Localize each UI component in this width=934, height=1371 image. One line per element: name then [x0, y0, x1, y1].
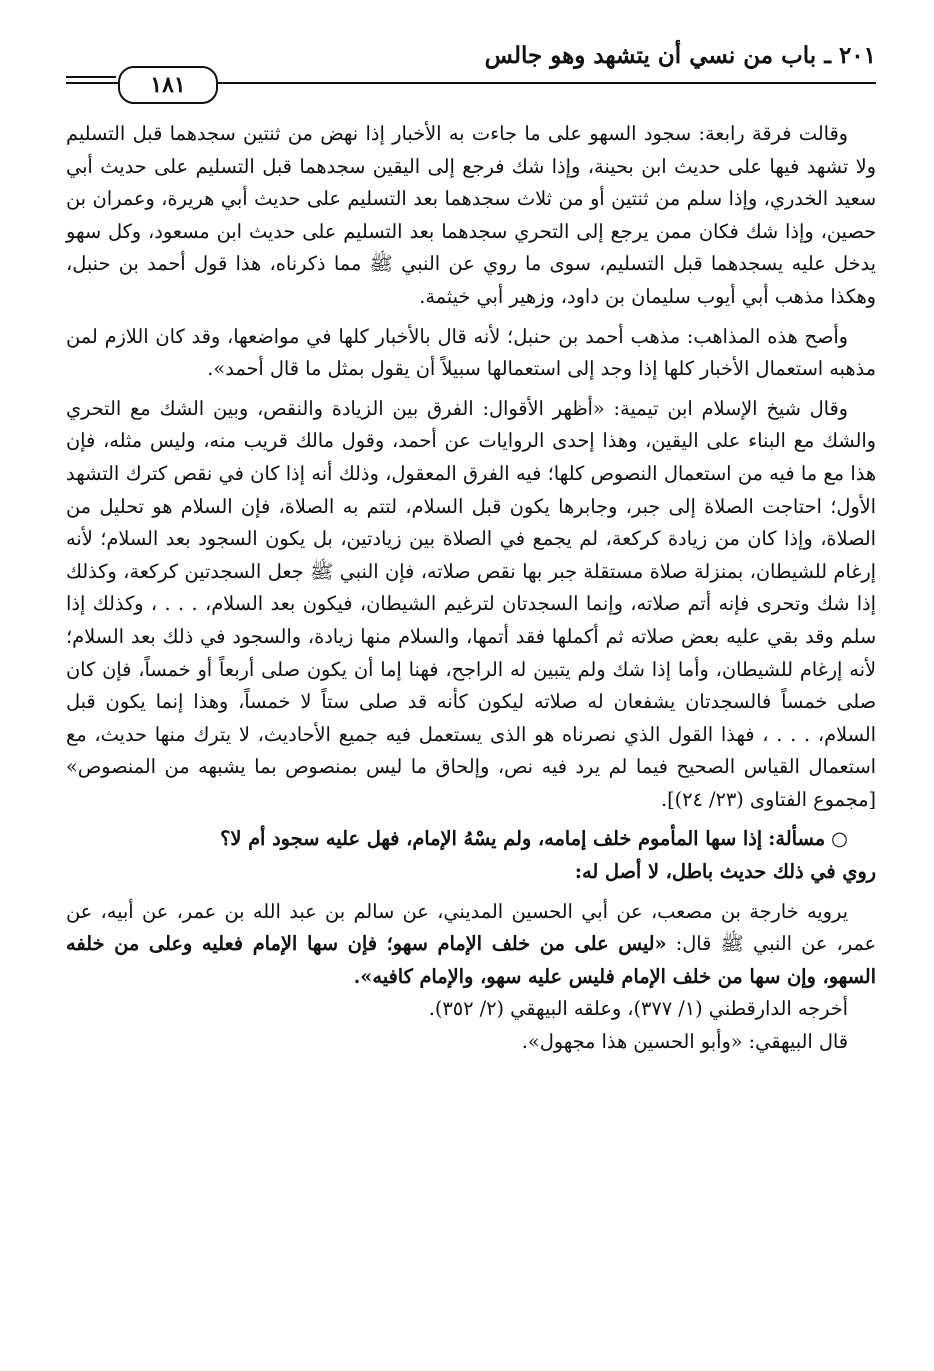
narration-chain: يرويه خارجة بن مصعب، عن أبي الحسين المديني، عن سالم بن عبد الله بن عمر، عن أبيه، عن عمر، عن النبي ﷺ قال:: [66, 899, 876, 956]
page-header: [66, 40, 876, 100]
masala-answer: روي في ذلك حديث باطل، لا أصل له:: [574, 860, 876, 884]
paragraph-narration: [66, 896, 876, 994]
paragraph-takhrij: أخرجه الدارقطني (١/ ٣٧٧)، وعلقه البيهقي (٢/ ٣٥٢).: [428, 997, 848, 1021]
main-text: [66, 118, 876, 1059]
paragraph-ibn-taymiyyah: وقال شيخ الإسلام ابن تيمية: «أظهر الأقوال: الفرق بين الزيادة والنقص، وبين الشك مع التحري والشك مع البناء على اليقين، وهذا إحدى الروايات عن أحمد، وقول مالك قريب منه، وليس مثله، فإن هذا مع ما فيه من استعمال النصوص كلها؛ فيه الفرق المعقول، وذلك أنه إذا كان في نقص كترك التشهد الأول؛ احتاجت الصلاة إلى جبر، وجابرها يكون قبل السلام، لتتم به الصلاة، فإن السلام هو تحليل من الصلاة، وإذا كان من زيادة كركعة، لم يجمع في الصلاة بين زيادتين، بل يكون السجود بعد السلام؛ لأنه إرغام للشيطان، بمنزلة صلاة مستقلة جبر بها نقص صلاته، فإن النبي ﷺ جعل السجدتين كركعة، وكذلك إذا شك وتحرى فإنه أتم صلاته، وإنما السجدتان لترغيم الشيطان، فيكون بعد السلام، . . . ، وكذلك إذا سلم وقد بقي عليه بعض صلاته ثم أكملها فقد أتمها، والسلام منها زيادة، والسجود في ذلك بعد السلام؛ لأنه إرغام للشيطان، وأما إذا شك ولم يتبين له الراجح، فهنا إما أن يكون صلى أربعاً أو خمساً، فإن كان صلى خمساً فالسجدتان يشفعان له صلاته ليكون كأنه قد صلى ستاً لا خمساً، وهذا إنما يكون قبل السلام، . . . ، فهذا القول الذي نصرناه هو الذى يستعمل فيه جميع الأحاديث، لا يترك منها حديث، مع استعمال القياس الصحيح فيما لم يرد فيه نص، وإلحاق ما ليس بمنصوص بما يشبهه من المنصوص» [مجموع الفتاوى (٢٣/ ٢٤)].: [66, 396, 876, 811]
masala-question: [66, 823, 876, 856]
masala-marker: ○: [831, 827, 848, 851]
header-double-dash: [66, 76, 116, 84]
paragraph-bayhaqi: قال البيهقي: «وأبو الحسين هذا مجهول».: [521, 1030, 848, 1054]
masala-text: إذا سها المأموم خلف إمامه، ولم يسْهُ الإمام، فهل عليه سجود أم لا؟: [220, 827, 763, 851]
masala-label: مسألة:: [768, 827, 826, 851]
hadith-text: «ليس على من خلف الإمام سهو؛ فإن سها الإمام فعليه وعلى من خلفه السهو، وإن سها من خلف الإمام فليس عليه سهو، والإمام كافيه».: [66, 932, 876, 988]
running-title: ٢٠١ ـ باب من نسي أن يتشهد وهو جالس: [484, 42, 876, 69]
paragraph-soundest-view: وأصح هذه المذاهب: مذهب أحمد بن حنبل؛ لأنه قال بالأخبار كلها في مواضعها، وقد كان اللازم لمن مذهبه استعمال الأخبار كلها إذا وجد إلى استعمالها سبيلاً أن يقول بمثل ما قال أحمد».: [66, 324, 876, 381]
page-number: ١٨١: [118, 66, 218, 104]
paragraph-fourth-group: وقالت فرقة رابعة: سجود السهو على ما جاءت به الأخبار إذا نهض من ثنتين سجدهما قبل التسليم ولا تشهد فيها على حديث ابن بحينة، وإذا شك فرجع إلى اليقين سجدهما قبل التسليم على حديث أبي سعيد الخدري، وإذا سلم من ثنتين أو من ثلاث سجدهما بعد التسليم على حديث أبي هريرة، وعمران بن حصين، وإذا شك فكان ممن يرجع إلى التحري سجدهما بعد التسليم على حديث ابن مسعود، وكل سهو يدخل عليه يسجدهما قبل التسليم، سوى ما روي عن النبي ﷺ مما ذكرناه، هذا قول أحمد بن حنبل، وهكذا مذهب أبي أيوب سليمان بن داود، وزهير أبي خيثمة.: [66, 122, 876, 308]
